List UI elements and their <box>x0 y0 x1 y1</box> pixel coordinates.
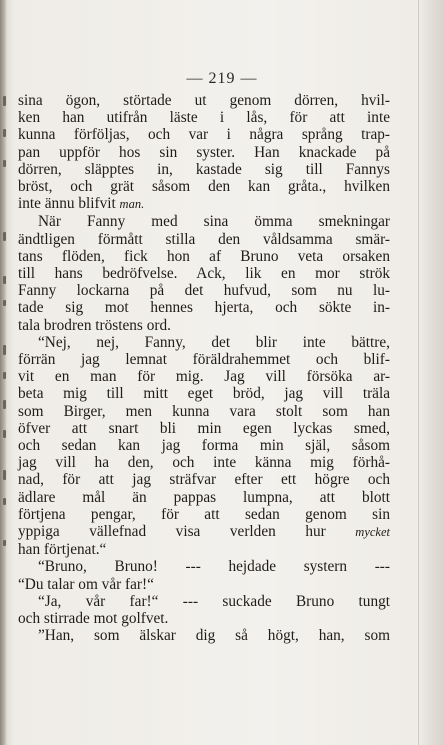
margin-marks <box>0 0 18 745</box>
text-line <box>18 317 390 334</box>
text-line-content: “Nej, nej, Fanny, det blir inte bättre, <box>38 333 390 351</box>
text-line-content: han förtjenat.“ <box>18 541 107 559</box>
text-line-content: beta mig till mitt eget bröd, jag vill träla <box>18 385 390 403</box>
text-line-content: “Ja, vår far!“ --- suckade Bruno tungt <box>38 592 390 610</box>
text-line-content: inte ännu blifvit <box>18 195 120 213</box>
text-line <box>18 610 390 627</box>
text-line <box>18 195 390 213</box>
text-line-content: till hans bedröfvelse. Ack, lik en mor strök <box>18 265 390 283</box>
text-line-content: bröst, och grät såsom den kan gråta., hvilken <box>18 178 390 196</box>
text-line-content: förtjena pengar, för att sedan genom sin <box>18 505 390 523</box>
text-line <box>18 576 390 593</box>
text-line <box>18 92 390 109</box>
text-line-content: tans flöden, fick hon af Bruno veta orsaken <box>18 247 390 265</box>
text-line <box>18 109 390 126</box>
text-line <box>18 403 390 420</box>
page-number: — 219 — <box>186 70 258 87</box>
text-line-content: kunna förföljas, och var i några språng trap- <box>18 126 390 144</box>
text-line <box>18 126 390 143</box>
text-line <box>18 437 390 454</box>
text-line-content: “Du talar om vår far!“ <box>18 575 154 593</box>
text-line <box>18 213 390 230</box>
text-line-content: förrän jag lemnat föräldrahemmet och blif- <box>18 351 390 369</box>
text-line-content: tade sig mot hennes hjerta, och sökte in- <box>18 299 390 317</box>
text-line-content: ändtligen förmått stilla den våldsamma smär- <box>18 230 390 248</box>
text-line-content: yppiga vällefnad visa verlden hur <box>18 523 356 541</box>
text-line <box>18 506 390 523</box>
text-line <box>18 248 390 265</box>
text-line-content: nad, för att jag sträfvar efter ett högre och <box>18 471 390 489</box>
text-line-content: tala brodren tröstens ord. <box>18 316 171 334</box>
text-line <box>18 178 390 195</box>
text-line <box>18 523 390 541</box>
text-line <box>18 593 390 610</box>
text-line-content: ”Han, som älskar dig så högt, han, som <box>38 627 390 645</box>
text-line-content: När Fanny med sina ömma smekningar <box>38 213 390 231</box>
text-line-content: och stirrade mot golfvet. <box>18 610 169 628</box>
text-line <box>18 265 390 282</box>
text-line <box>18 541 390 558</box>
text-line <box>18 368 390 385</box>
text-line <box>18 144 390 161</box>
text-line-content: “Bruno, Bruno! --- hejdade systern --- <box>38 558 390 576</box>
text-line-content: pan uppför hos sin syster. Han knackade på <box>18 143 390 161</box>
text-line <box>18 420 390 437</box>
emphasized-word: man. <box>119 197 145 212</box>
text-line-content: öfver att snart bli min egen lyckas smed, <box>18 419 390 437</box>
text-line <box>18 282 390 299</box>
text-line-content: ädlare mål än pappas lumpna, att blott <box>18 488 390 506</box>
text-line <box>18 627 390 644</box>
text-line <box>18 351 390 368</box>
text-line-content: vit en man för mig. Jag vill försöka ar- <box>18 368 390 386</box>
emphasized-word: mycket <box>355 525 390 540</box>
text-line <box>18 334 390 351</box>
text-line <box>18 558 390 575</box>
text-line-content: ken han utifrån läste i lås, för att inte <box>18 109 390 127</box>
text-line-content: jag vill ha den, och inte känna mig förhå- <box>18 454 390 472</box>
text-line-content: Fanny lockarna på det hufvud, som nu lu- <box>18 282 390 300</box>
text-line-content: sina ögon, störtade ut genom dörren, hvil- <box>18 92 390 109</box>
text-line <box>18 231 390 248</box>
text-line-content: och sedan kan jag forma min själ, såsom <box>18 437 390 455</box>
text-line <box>18 385 390 402</box>
text-line <box>18 471 390 488</box>
text-line <box>18 489 390 506</box>
text-line-content: dörren, släpptes in, kastade sig till Fannys <box>18 160 390 178</box>
body-text <box>18 92 390 645</box>
text-line-content: som Birger, men kunna vara stolt som han <box>18 402 390 420</box>
text-line <box>18 454 390 471</box>
text-line <box>18 161 390 178</box>
page-edge <box>416 0 444 745</box>
text-line <box>18 299 390 316</box>
